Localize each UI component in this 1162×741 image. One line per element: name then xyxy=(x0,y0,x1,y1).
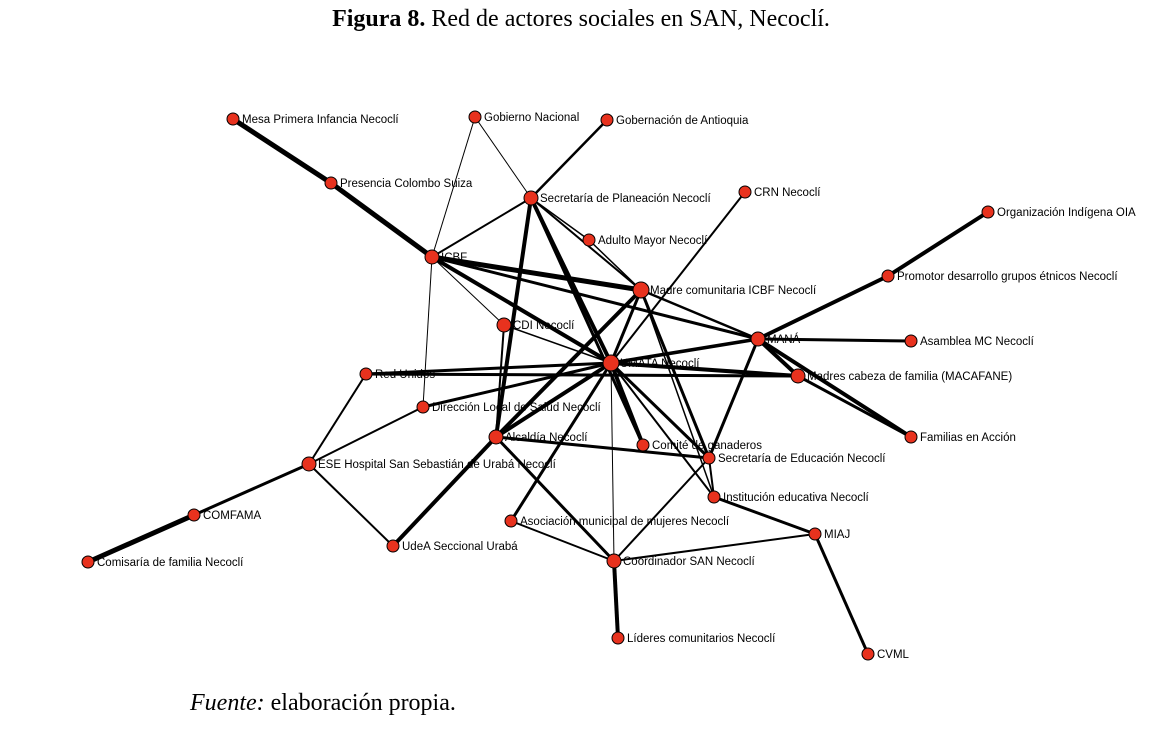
network-node[interactable] xyxy=(603,355,619,371)
network-node-label: Alcaldía Necoclí xyxy=(505,432,588,444)
figure-source-text: elaboración propia. xyxy=(264,690,456,716)
network-node-label: Dirección Local de Salud Necoclí xyxy=(432,402,601,414)
network-node[interactable] xyxy=(583,234,595,246)
network-node-label: Red Unidos xyxy=(375,369,436,381)
network-node[interactable] xyxy=(791,369,805,383)
network-node-label: Comité de ganaderos xyxy=(652,440,762,452)
network-node-label: MANÁ xyxy=(767,334,801,346)
network-node[interactable] xyxy=(862,648,874,660)
network-node[interactable] xyxy=(497,318,511,332)
nodes-layer xyxy=(82,111,994,660)
network-node-label: UMATA Necoclí xyxy=(620,358,700,370)
network-node[interactable] xyxy=(360,368,372,380)
network-node[interactable] xyxy=(607,554,621,568)
network-node[interactable] xyxy=(905,431,917,443)
figure-source xyxy=(190,690,456,717)
network-node-label: Gobernación de Antioquia xyxy=(616,115,749,127)
network-node[interactable] xyxy=(505,515,517,527)
network-edge xyxy=(798,376,911,437)
network-node-label: Líderes comunitarios Necoclí xyxy=(627,633,776,645)
figure-title-label: Figura 8. xyxy=(332,6,426,32)
network-node[interactable] xyxy=(469,111,481,123)
network-node[interactable] xyxy=(751,332,765,346)
network-node-label: Comisaría de familia Necoclí xyxy=(97,557,244,569)
network-edge xyxy=(614,458,709,561)
network-node[interactable] xyxy=(387,540,399,552)
network-edge xyxy=(611,363,614,561)
network-node-label: Asamblea MC Necoclí xyxy=(920,336,1034,348)
network-edge xyxy=(475,117,531,198)
network-svg xyxy=(0,60,1162,680)
network-node-label: ICBF xyxy=(441,252,468,264)
network-node-label: Coordinador SAN Necoclí xyxy=(623,556,755,568)
figure-source-label: Fuente: xyxy=(190,690,265,716)
network-node[interactable] xyxy=(302,457,316,471)
network-edge xyxy=(331,183,432,257)
network-node-label: CRN Necoclí xyxy=(754,187,821,199)
figure-title-text: Red de actores sociales en SAN, Necoclí. xyxy=(425,6,830,32)
network-node[interactable] xyxy=(637,439,649,451)
network-node[interactable] xyxy=(425,250,439,264)
network-edge xyxy=(888,212,988,276)
network-node-label: Mesa Primera Infancia Necoclí xyxy=(242,114,399,126)
network-node-label: Adulto Mayor Necoclí xyxy=(598,235,708,247)
network-node[interactable] xyxy=(882,270,894,282)
network-edge xyxy=(614,561,618,638)
network-node-label: COMFAMA xyxy=(203,510,262,522)
network-edge xyxy=(758,339,911,437)
network-edge xyxy=(815,534,868,654)
network-node[interactable] xyxy=(982,206,994,218)
network-node-label: Institución educativa Necoclí xyxy=(723,492,869,504)
network-node[interactable] xyxy=(708,491,720,503)
network-node-label: Secretaría de Planeación Necoclí xyxy=(540,193,711,205)
network-edge xyxy=(611,290,641,363)
network-node[interactable] xyxy=(489,430,503,444)
network-node-label: Gobierno Nacional xyxy=(484,112,580,124)
network-edge xyxy=(432,198,531,257)
network-node-label: Madres cabeza de familia (MACAFANE) xyxy=(807,371,1013,383)
network-node[interactable] xyxy=(905,335,917,347)
network-node-label: UdeA Seccional Urabá xyxy=(402,541,518,553)
network-node[interactable] xyxy=(524,191,538,205)
network-edge xyxy=(531,120,607,198)
network-edge xyxy=(393,437,496,546)
network-node-label: Secretaría de Educación Necoclí xyxy=(718,453,886,465)
network-node-label: ESE Hospital San Sebastián de Urabá Necoclí xyxy=(318,459,556,471)
network-node-label: Madre comunitaria ICBF Necoclí xyxy=(650,285,817,297)
network-node[interactable] xyxy=(188,509,200,521)
figure-title xyxy=(0,6,1162,33)
network-edge xyxy=(233,119,331,183)
network-edge xyxy=(309,464,393,546)
network-node[interactable] xyxy=(82,556,94,568)
network-node-label: MIAJ xyxy=(824,529,851,541)
network-diagram xyxy=(0,60,1162,680)
network-node[interactable] xyxy=(703,452,715,464)
network-node-label: CVML xyxy=(877,649,909,661)
network-edge xyxy=(194,464,309,515)
network-node[interactable] xyxy=(227,113,239,125)
network-node[interactable] xyxy=(809,528,821,540)
network-node[interactable] xyxy=(325,177,337,189)
network-edge xyxy=(88,515,194,562)
network-node-label: Promotor desarrollo grupos étnicos Necoclí xyxy=(897,271,1118,283)
network-node-label: CDI Necoclí xyxy=(513,320,575,332)
network-node-label: Asociación municipal de mujeres Necoclí xyxy=(520,516,730,528)
network-node-label: Presencia Colombo Suiza xyxy=(340,178,473,190)
network-node[interactable] xyxy=(612,632,624,644)
network-node[interactable] xyxy=(601,114,613,126)
network-node[interactable] xyxy=(417,401,429,413)
network-node-label: Familias en Acción xyxy=(920,432,1016,444)
network-node[interactable] xyxy=(739,186,751,198)
network-node[interactable] xyxy=(633,282,649,298)
network-edge xyxy=(611,192,745,363)
network-edge xyxy=(423,257,432,407)
network-edge xyxy=(641,290,714,497)
network-node-label: Organización Indígena OIA xyxy=(997,207,1136,219)
